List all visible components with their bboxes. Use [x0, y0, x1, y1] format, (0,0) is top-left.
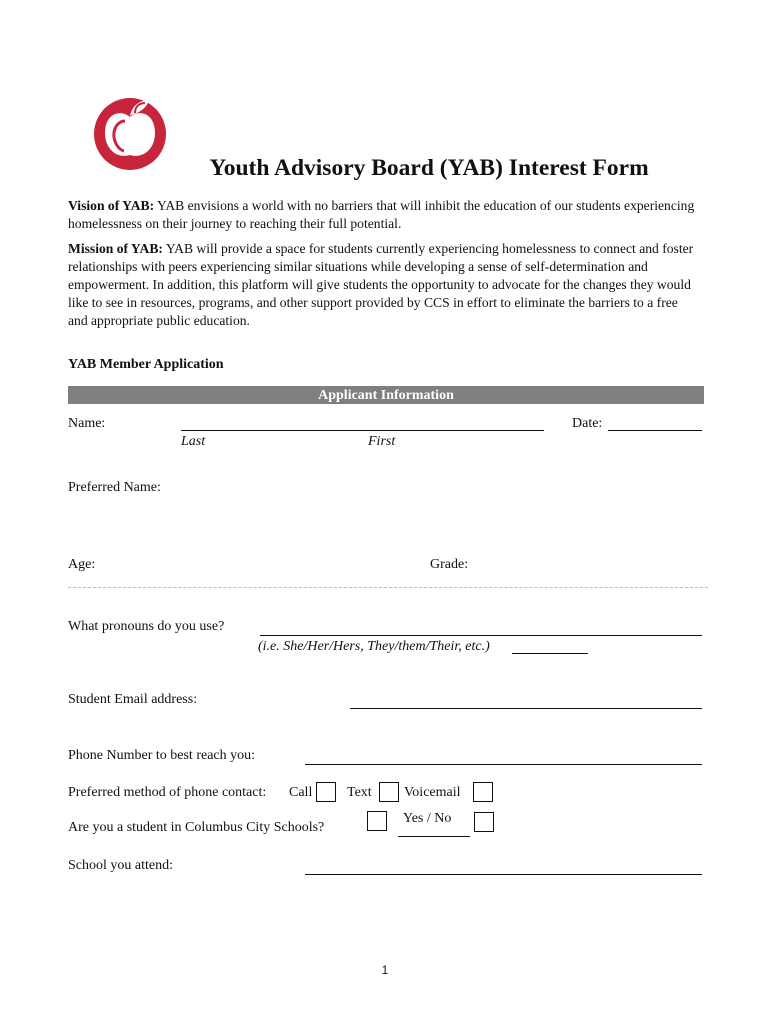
applicant-info-bar: Applicant Information [68, 386, 704, 404]
phone-label: Phone Number to best reach you: [68, 748, 256, 763]
voicemail-option-label: Voicemail [404, 785, 461, 800]
vision-label: Vision of YAB: [68, 198, 155, 213]
school-field[interactable] [305, 874, 702, 875]
ccs-question-label: Are you a student in Columbus City Schools? [68, 820, 325, 835]
call-option-label: Call [289, 785, 313, 800]
yes-no-label: Yes / No [403, 811, 452, 826]
email-field[interactable] [350, 708, 702, 709]
divider [68, 587, 708, 588]
date-field[interactable] [608, 430, 702, 431]
text-option-label: Text [347, 785, 372, 800]
yes-no-underline [398, 836, 470, 837]
mission-label: Mission of YAB: [68, 241, 163, 256]
pronouns-hint: (i.e. She/Her/Hers, They/them/Their, etc.) [258, 639, 490, 654]
vision-paragraph [68, 197, 700, 233]
no-checkbox[interactable] [474, 812, 494, 832]
call-checkbox[interactable] [316, 782, 336, 802]
mission-text: YAB will provide a space for students currently experiencing homelessness to connect and foster relationships with peers experiencing similar situations while developing a sense of self-determination and empowerment. In addition, this platform will give students the opportunity to advocate for the changes they would like to see in resources, programs, and other support provided by CCS in effort to eliminate the barriers to a free and appropriate public education. [68, 241, 694, 328]
vision-text: YAB envisions a world with no barriers that will inhibit the education of our students experiencing homelessness on their journey to reaching their full potential. [68, 198, 695, 231]
email-label: Student Email address: [68, 692, 198, 707]
section-title: YAB Member Application [68, 357, 224, 372]
last-name-caption: Last [181, 434, 206, 449]
text-checkbox[interactable] [379, 782, 399, 802]
contact-method-label: Preferred method of phone contact: [68, 785, 267, 800]
age-label: Age: [68, 557, 96, 572]
name-label: Name: [68, 416, 106, 431]
preferred-name-label: Preferred Name: [68, 480, 161, 495]
grade-label: Grade: [430, 557, 469, 572]
yes-checkbox[interactable] [367, 811, 387, 831]
first-name-caption: First [368, 434, 396, 449]
date-label: Date: [572, 416, 603, 431]
voicemail-checkbox[interactable] [473, 782, 493, 802]
pronouns-field[interactable] [260, 635, 702, 636]
mission-paragraph [68, 240, 700, 330]
school-label: School you attend: [68, 858, 173, 873]
page-number: 1 [381, 963, 389, 977]
pronouns-hint-underline [512, 653, 588, 654]
form-title: Youth Advisory Board (YAB) Interest Form [209, 155, 649, 181]
pronouns-label: What pronouns do you use? [68, 619, 225, 634]
phone-field[interactable] [305, 764, 702, 765]
name-field[interactable] [181, 430, 544, 431]
